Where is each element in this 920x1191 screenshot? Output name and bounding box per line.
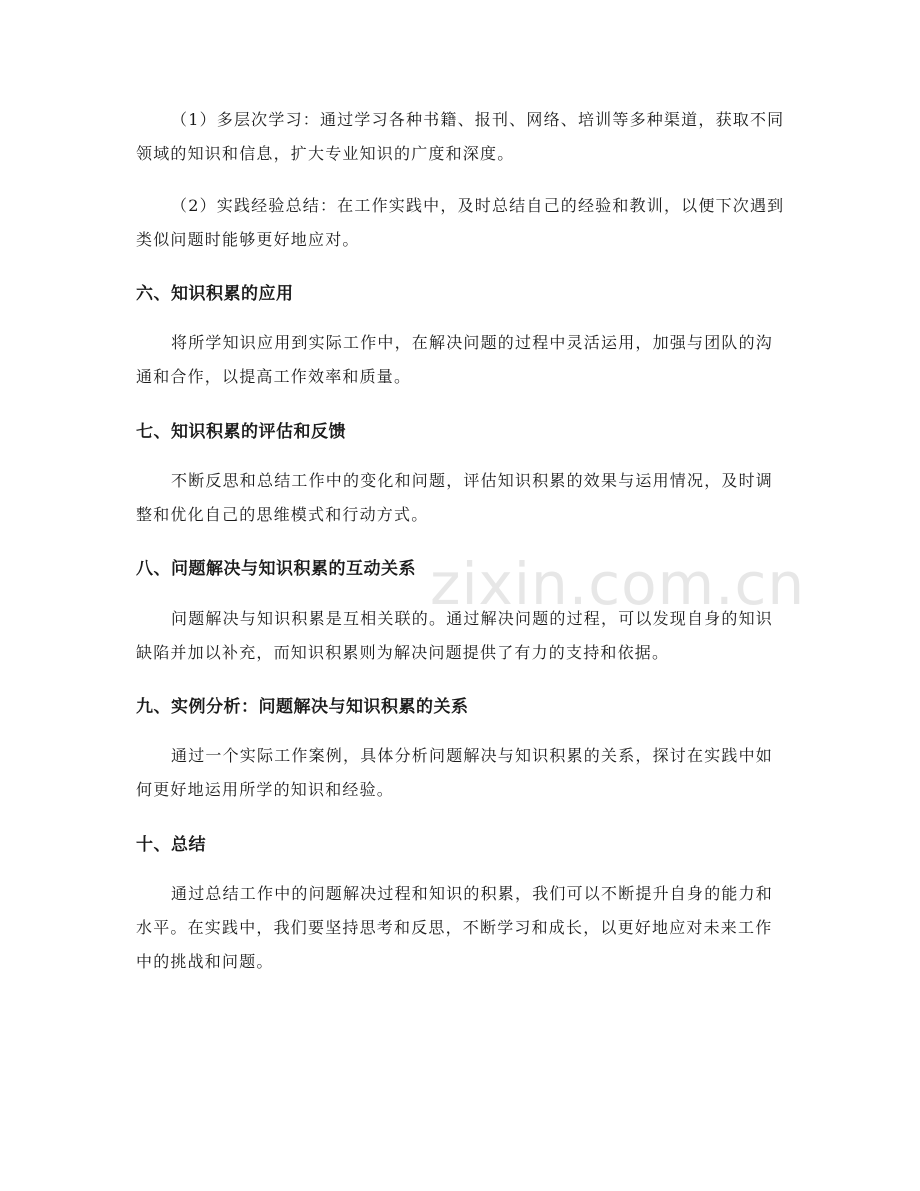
section-heading-10: 十、总结	[136, 835, 206, 855]
paragraph-section-8: 问题解决与知识积累是互相关联的。通过解决问题的过程，可以发现自身的知识缺陷并加以补充，而知识积累则为解决问题提供了有力的支持和依据。	[136, 609, 774, 662]
section-heading-8: 八、问题解决与知识积累的互动关系	[136, 559, 416, 579]
paragraph-multilevel-learning: （1）多层次学习：通过学习各种书籍、报刊、网络、培训等多种渠道，获取不同领域的知识和信息，扩大专业知识的广度和深度。	[136, 110, 785, 163]
section-heading-6: 六、知识积累的应用	[136, 284, 294, 304]
section-heading-9: 九、实例分析：问题解决与知识积累的关系	[136, 697, 469, 717]
section-heading-7: 七、知识积累的评估和反馈	[136, 422, 346, 442]
paragraph-section-7: 不断反思和总结工作中的变化和问题，评估知识积累的效果与运用情况，及时调整和优化自己的思维模式和行动方式。	[136, 471, 774, 524]
watermark-text: zixin.com.cn	[430, 550, 806, 618]
paragraph-section-9: 通过一个实际工作案例，具体分析问题解决与知识积累的关系，探讨在实践中如何更好地运用所学的知识和经验。	[136, 746, 774, 799]
paragraph-section-6: 将所学知识应用到实际工作中，在解决问题的过程中灵活运用，加强与团队的沟通和合作，以提高工作效率和质量。	[136, 333, 774, 386]
paragraph-section-10: 通过总结工作中的问题解决过程和知识的积累，我们可以不断提升自身的能力和水平。在实践中，我们要坚持思考和反思，不断学习和成长，以更好地应对未来工作中的挑战和问题。	[136, 884, 774, 971]
paragraph-practice-summary: （2）实践经验总结：在工作实践中，及时总结自己的经验和教训，以便下次遇到类似问题时能够更好地应对。	[136, 196, 785, 249]
